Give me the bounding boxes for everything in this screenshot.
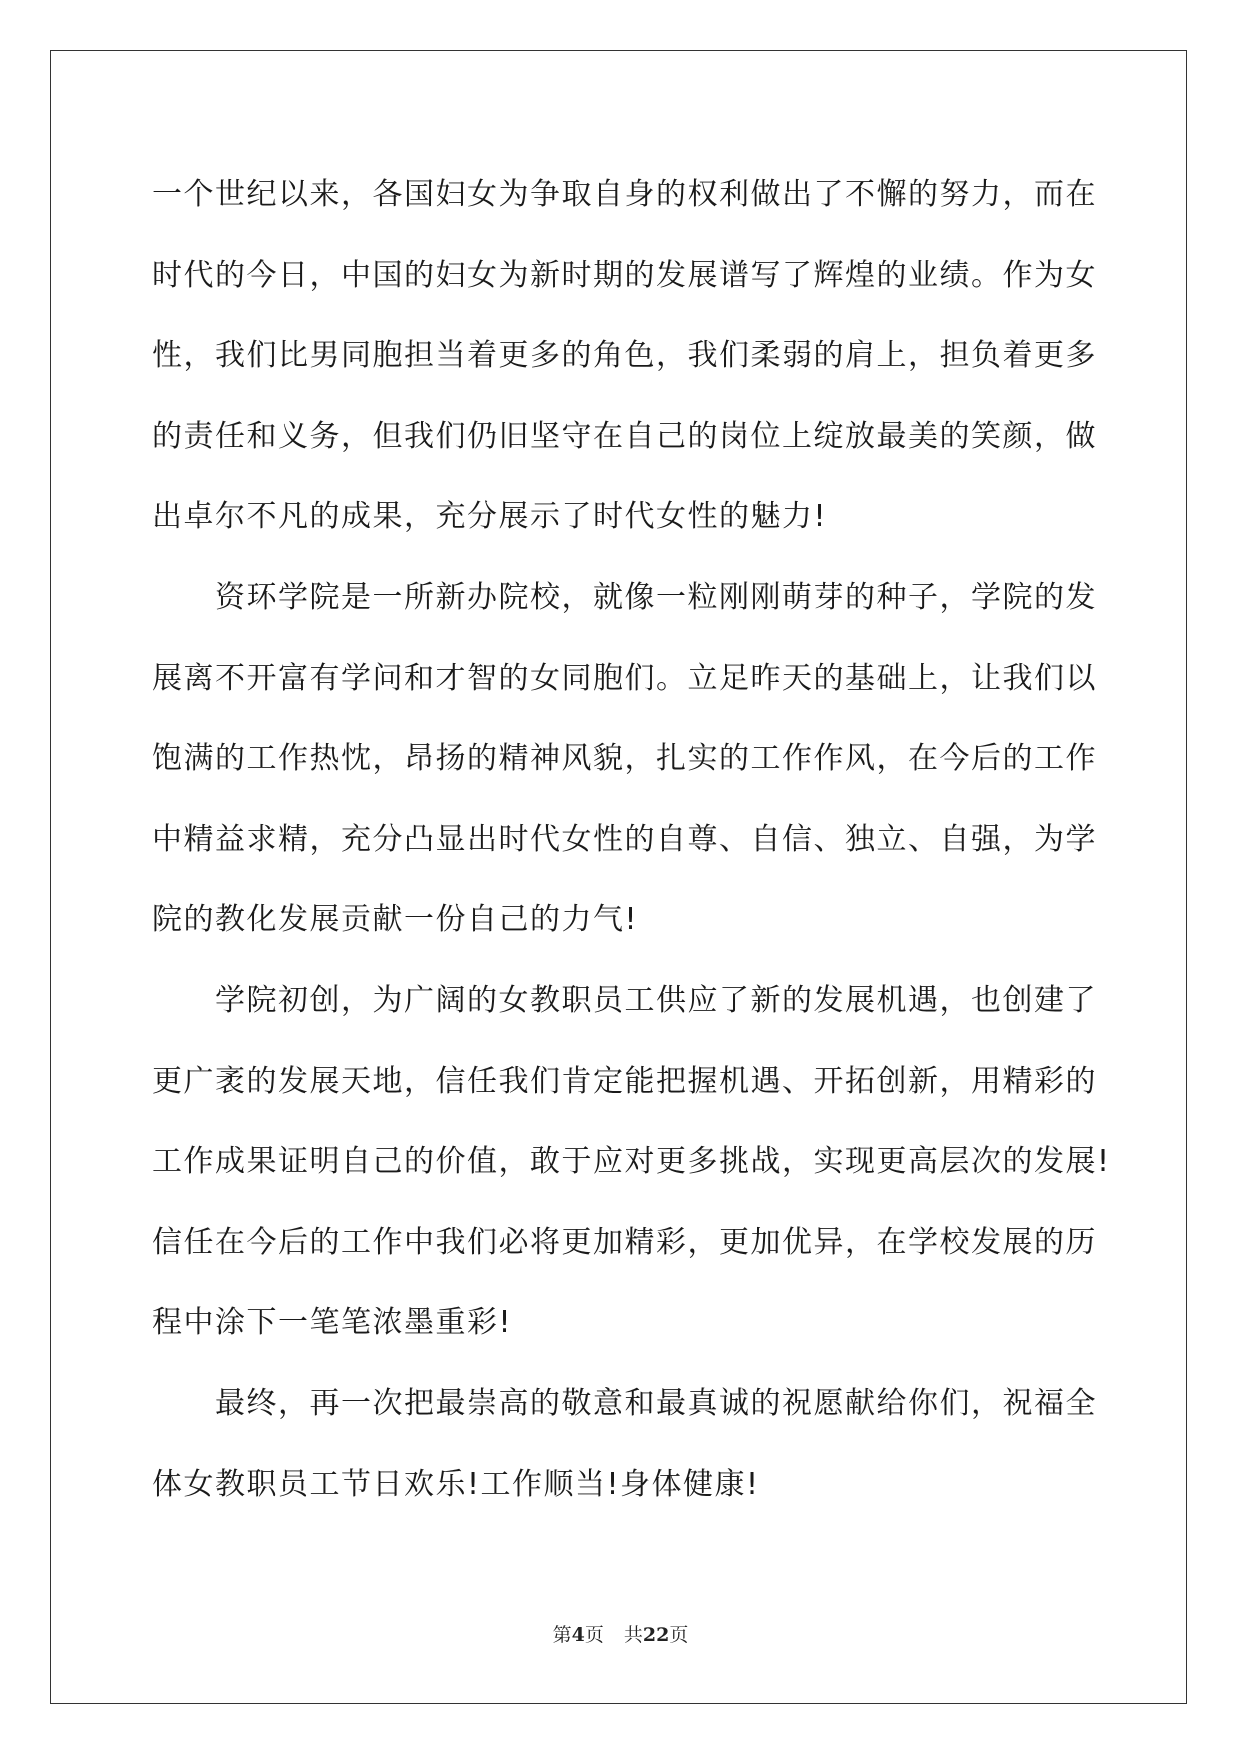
text-line-12: 更广袤的发展天地，信任我们肯定能把握机遇、开拓创新，用精彩的 [152,1063,1097,1099]
text-line-9: 中精益求精，充分凸显出时代女性的自尊、自信、独立、自强，为学 [152,821,1097,857]
text-line-13: 工作成果证明自己的价值，敢于应对更多挑战，实现更高层次的发展! [152,1144,1111,1180]
total-suffix: 页 [669,1624,689,1646]
text-line-6: 资环学院是一所新办院校，就像一粒刚刚萌芽的种子，学院的发 [215,579,1097,615]
page-suffix: 页 [584,1624,604,1646]
total-pages: 22 [642,1624,670,1646]
page-number: 4 [571,1624,585,1646]
text-line-15: 程中涂下一笔笔浓墨重彩! [152,1305,513,1341]
page-footer [0,1620,1241,1647]
text-line-16: 最终，再一次把最崇高的敬意和最真诚的祝愿献给你们，祝福全 [215,1385,1097,1421]
page-prefix: 第 [552,1624,572,1646]
text-line-17: 体女教职员工节日欢乐!工作顺当!身体健康! [152,1466,760,1502]
document-body [152,155,1111,1525]
text-line-4: 的责任和义务，但我们仍旧坚守在自己的岗位上绽放最美的笑颜，做 [152,418,1097,454]
text-line-10: 院的教化发展贡献一份自己的力气! [152,902,639,938]
text-line-1: 一个世纪以来，各国妇女为争取自身的权利做出了不懈的努力，而在 [152,177,1097,212]
text-line-3: 性，我们比男同胞担当着更多的角色，我们柔弱的肩上，担负着更多 [152,338,1097,374]
text-line-8: 饱满的工作热忱，昂扬的精神风貌，扎实的工作作风，在今后的工作 [152,741,1097,777]
text-line-7: 展离不开富有学问和才智的女同胞们。立足昨天的基础上，让我们以 [152,660,1097,696]
text-line-5: 出卓尔不凡的成果，充分展示了时代女性的魅力! [152,499,828,535]
text-line-2: 时代的今日，中国的妇女为新时期的发展谱写了辉煌的业绩。作为女 [152,257,1097,293]
text-line-11: 学院初创，为广阔的女教职员工供应了新的发展机遇，也创建了 [215,982,1097,1018]
text-line-14: 信任在今后的工作中我们必将更加精彩，更加优异，在学校发展的历 [152,1224,1097,1260]
total-prefix: 共 [623,1624,643,1646]
